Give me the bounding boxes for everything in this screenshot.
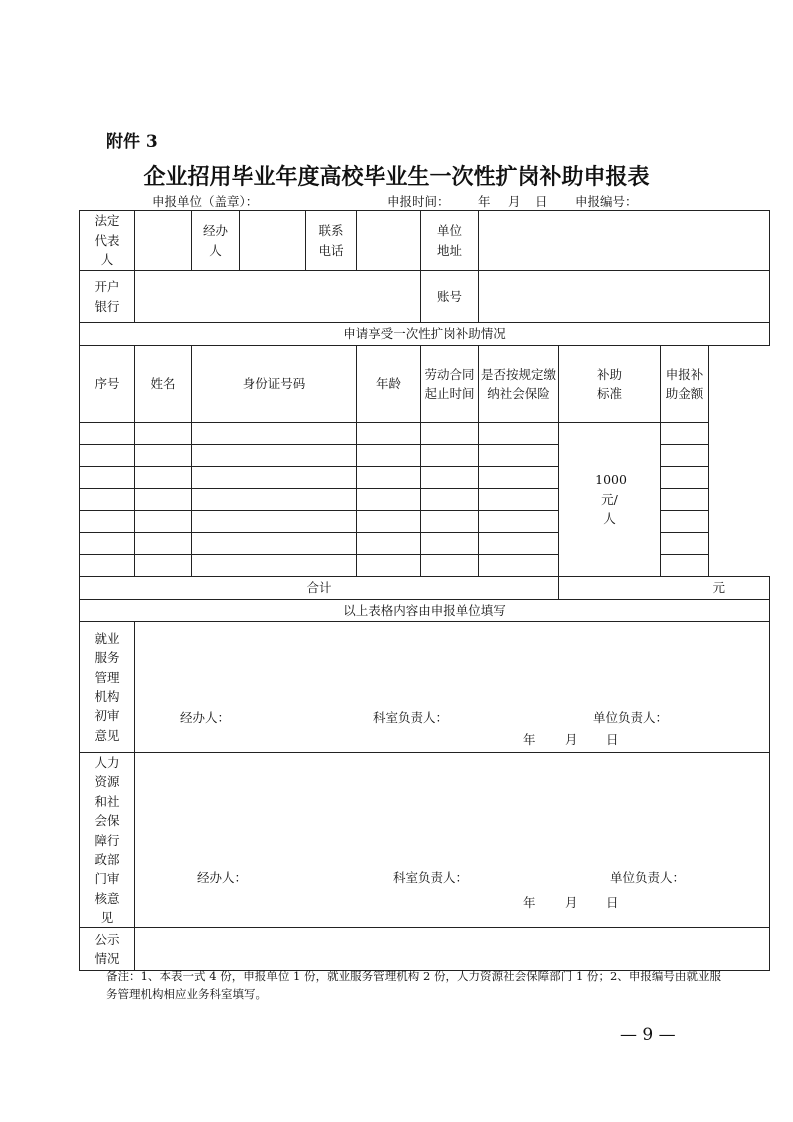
handler-value[interactable] xyxy=(240,211,306,271)
meta-time: 申报时间： xyxy=(387,194,450,209)
address-value[interactable] xyxy=(479,211,770,271)
cell-name[interactable] xyxy=(135,445,192,467)
cell-seq[interactable] xyxy=(80,533,135,555)
cell-insurance[interactable] xyxy=(479,467,559,489)
attachment-label: 附件 3 xyxy=(106,132,158,152)
cell-age[interactable] xyxy=(357,555,421,577)
table-row xyxy=(80,489,770,511)
cell-amount[interactable] xyxy=(661,445,709,467)
cell-age[interactable] xyxy=(357,467,421,489)
meta-code: 申报编号： xyxy=(575,194,638,209)
cell-id[interactable] xyxy=(192,489,357,511)
review1-year: 年 xyxy=(523,732,536,747)
cell-name[interactable] xyxy=(135,423,192,445)
page-number: — 9 — xyxy=(620,1025,676,1045)
review1-label: 就业服务管理机构初审意见 xyxy=(80,622,135,753)
col-age: 年龄 xyxy=(357,346,421,423)
review2-month: 月 xyxy=(565,895,578,910)
cell-age[interactable] xyxy=(357,533,421,555)
cell-name[interactable] xyxy=(135,511,192,533)
meta-year: 年 xyxy=(478,194,491,209)
col-contract: 劳动合同起止时间 xyxy=(421,346,479,423)
cell-age[interactable] xyxy=(357,511,421,533)
table-row xyxy=(80,467,770,489)
bank-value[interactable] xyxy=(135,271,421,323)
remarks: 备注：1、本表一式 4 份，申报单位 1 份，就业服务管理机构 2 份，人力资源社会保障部门 1 份；2、申报编号由就业服务管理机构相应业务科室填写。 xyxy=(106,969,721,1002)
filled-by-note: 以上表格内容由申报单位填写 xyxy=(80,600,770,622)
cell-insurance[interactable] xyxy=(479,489,559,511)
review1-day: 日 xyxy=(606,732,619,747)
form-title: 企业招用毕业年度高校毕业生一次性扩岗补助申报表 xyxy=(143,164,650,190)
cell-seq[interactable] xyxy=(80,423,135,445)
review2-year: 年 xyxy=(523,895,536,910)
review2-label: 人力资源和社会保障行政部门审核意见 xyxy=(80,753,135,928)
cell-contract[interactable] xyxy=(421,533,479,555)
total-unit: 元 xyxy=(712,580,725,596)
subsidy-standard-cell: 1000元/人 xyxy=(559,423,661,577)
cell-id[interactable] xyxy=(192,555,357,577)
cell-name[interactable] xyxy=(135,489,192,511)
cell-seq[interactable] xyxy=(80,467,135,489)
legal-rep-value[interactable] xyxy=(135,211,192,271)
cell-contract[interactable] xyxy=(421,467,479,489)
cell-insurance[interactable] xyxy=(479,533,559,555)
cell-amount[interactable] xyxy=(661,555,709,577)
col-id: 身份证号码 xyxy=(192,346,357,423)
table-row xyxy=(80,555,770,577)
cell-seq[interactable] xyxy=(80,555,135,577)
cell-age[interactable] xyxy=(357,445,421,467)
cell-amount[interactable] xyxy=(661,533,709,555)
cell-seq[interactable] xyxy=(80,489,135,511)
cell-contract[interactable] xyxy=(421,555,479,577)
review1-handler: 经办人： xyxy=(180,710,231,725)
account-value[interactable] xyxy=(479,271,770,323)
cell-contract[interactable] xyxy=(421,445,479,467)
phone-value[interactable] xyxy=(357,211,421,271)
col-standard: 补助标准 xyxy=(559,346,661,423)
bank-label: 开户银行 xyxy=(80,271,135,323)
col-insurance: 是否按规定缴纳社会保险 xyxy=(479,346,559,423)
review2-section-head: 科室负责人： xyxy=(393,870,469,885)
cell-seq[interactable] xyxy=(80,445,135,467)
meta-unit: 申报单位（盖章）： xyxy=(152,194,259,209)
cell-insurance[interactable] xyxy=(479,445,559,467)
cell-id[interactable] xyxy=(192,511,357,533)
section-title: 申请享受一次性扩岗补助情况 xyxy=(80,323,770,346)
cell-insurance[interactable] xyxy=(479,555,559,577)
cell-id[interactable] xyxy=(192,445,357,467)
publicity-value[interactable] xyxy=(135,928,770,971)
cell-id[interactable] xyxy=(192,467,357,489)
cell-amount[interactable] xyxy=(661,489,709,511)
meta-day: 日 xyxy=(535,194,548,209)
table-row xyxy=(80,511,770,533)
table-row xyxy=(80,533,770,555)
meta-month: 月 xyxy=(508,194,521,209)
cell-contract[interactable] xyxy=(421,489,479,511)
cell-name[interactable] xyxy=(135,555,192,577)
cell-age[interactable] xyxy=(357,489,421,511)
review1-section-head: 科室负责人： xyxy=(373,710,449,725)
cell-amount[interactable] xyxy=(661,467,709,489)
review2-unit-head: 单位负责人： xyxy=(610,870,686,885)
review2-area[interactable] xyxy=(135,753,770,928)
cell-name[interactable] xyxy=(135,467,192,489)
cell-seq[interactable] xyxy=(80,511,135,533)
account-label: 账号 xyxy=(421,271,479,323)
col-name: 姓名 xyxy=(135,346,192,423)
total-label: 合计 xyxy=(80,577,559,600)
table-row xyxy=(80,445,770,467)
cell-id[interactable] xyxy=(192,423,357,445)
publicity-label: 公示情况 xyxy=(80,928,135,971)
address-label: 单位地址 xyxy=(421,211,479,271)
application-form-table xyxy=(79,210,770,971)
cell-amount[interactable] xyxy=(661,511,709,533)
handler-label: 经办人 xyxy=(192,211,240,271)
col-amount: 申报补助金额 xyxy=(661,346,709,423)
total-value[interactable] xyxy=(559,577,770,600)
review1-area[interactable] xyxy=(135,622,770,753)
cell-id[interactable] xyxy=(192,533,357,555)
review1-month: 月 xyxy=(565,732,578,747)
legal-rep-label: 法定代表人 xyxy=(80,211,135,271)
cell-insurance[interactable] xyxy=(479,423,559,445)
table-row xyxy=(80,423,770,445)
review2-handler: 经办人： xyxy=(197,870,248,885)
cell-contract[interactable] xyxy=(421,423,479,445)
cell-name[interactable] xyxy=(135,533,192,555)
cell-insurance[interactable] xyxy=(479,511,559,533)
review1-unit-head: 单位负责人： xyxy=(593,710,669,725)
cell-age[interactable] xyxy=(357,423,421,445)
phone-label: 联系电话 xyxy=(306,211,357,271)
cell-contract[interactable] xyxy=(421,511,479,533)
review2-day: 日 xyxy=(606,895,619,910)
cell-amount[interactable] xyxy=(661,423,709,445)
col-seq: 序号 xyxy=(80,346,135,423)
